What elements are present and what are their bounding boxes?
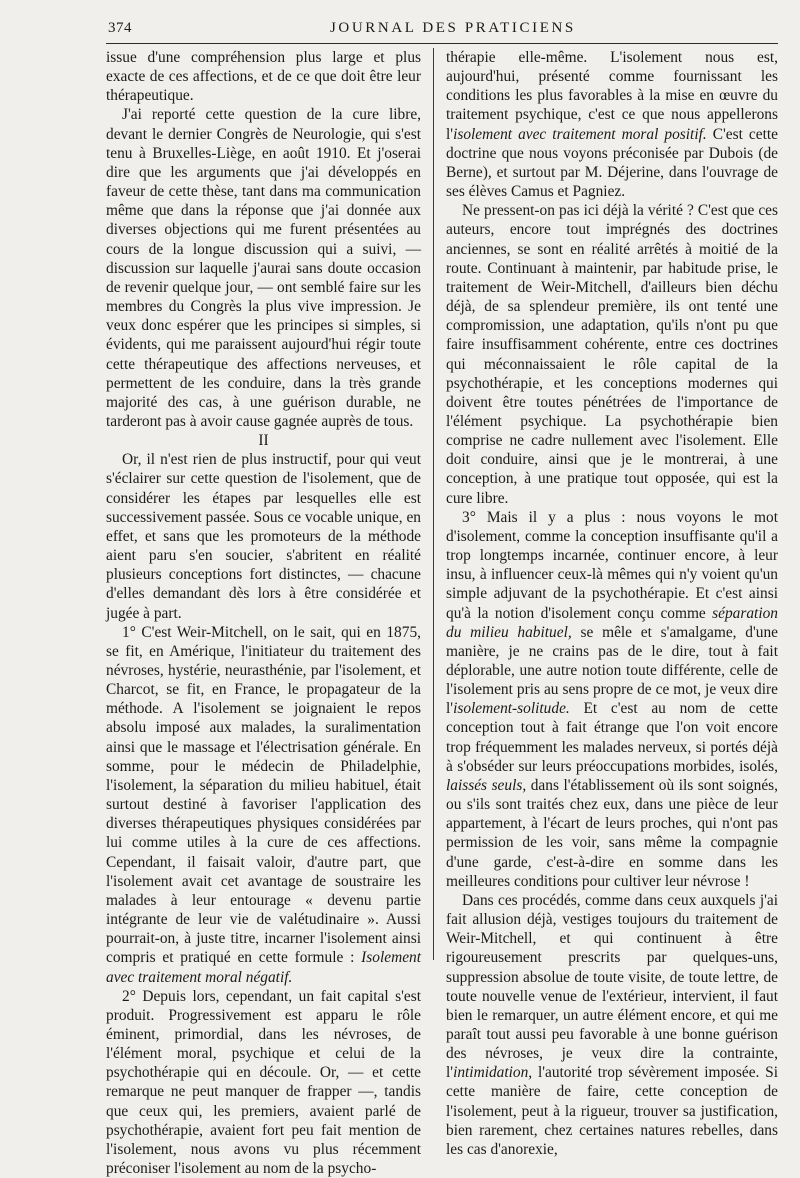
text-run: 3° Mais il y a plus : nous voyons le mot d'isolement, comme la conception insuffisante qu'il a trop longtemps incarnée, continuer encore, à leur insu, à influencer ceux-là mêmes qui n'y voient qu'un simple adjuvant de la psychothérapie. Et c'est ainsi qu'à la notion d'isolement conçu comme [446,508,778,622]
section-heading: II [258,432,269,450]
paragraph: J'ai reporté cette question de la cure libre, devant le dernier Congrès de Neurologie, qui s'est tenu à Bruxelles-Liège, en août 1910. Et j'oserai dire que les arguments que j'ai développés en faveur de cette thèse, tant dans ma communication même que dans la réponse que j'ai donnée aux diverses objections qui me furent présentées au cours de la longue discussion qui a suivi, — discussion sur laquelle j'aurai sans doute occasion de revenir quelque jour, — ont semblé faire sur les membres du Congrès la plus vive impression. Je veux donc espérer que les principes si simples, si évidents, qui me paraissent aujourd'hui régir toute cette thérapeutique des affections nerveuses, et permettent de les conduire, dans la très grande majorité des cas, à une guérison durable, ne tarderont pas à avoir cause gagnée auprès de tous. [106,106,421,430]
paragraph: 2° Depuis lors, cependant, un fait capital s'est produit. Progressivement est apparu le rôle éminent, primordial, dans les névroses, de l'élément moral, psychique et celui de la psychothérapie qui en découle. Or, — et cette remarque ne peut manquer de frapper —, tandis que ceux qui, les premiers, avaient parlé de psychothérapie, avaient fort peu fait mention de l'isolement, nous avons vu plus récemment préconiser l'isolement au nom de la psycho- [106,987,421,1178]
right-column [446,48,778,1159]
italic-text: isolement-solitude. [453,700,570,718]
text-run: Et c'est au nom de cette conception tout à fait étrange que l'on voit encore trop fréquemment les malades nerveux, si portés déjà à s'obséder sur leurs préoccupations morbides, isolés, [446,700,778,775]
italic-text: laissés seuls, [446,776,527,794]
text-run: l'autorité trop sévèrement imposée. Si cette manière de faire, cette conception de l'isolement, peut à la rigueur, trouver sa justification, bien rarement, chez certaines natures rebelles, dans les cas d'anorexie, [446,1064,778,1158]
paragraph [446,891,778,1159]
paragraph [446,48,778,201]
italic-text: isolement avec traitement moral positif. [453,125,707,143]
left-column [106,48,421,1178]
page-number: 374 [108,20,132,36]
header-rule [106,43,778,44]
paragraph: Ne pressent-on pas ici déjà la vérité ? C'est que ces auteurs, encore tout imprégnés des doctrines anciennes, se sont en réalité arrêtés à moitié de la route. Continuant à maintenir, par habitude prise, le traitement de Weir-Mitchell, d'ailleurs bien déchu déjà, de sa splendeur première, ils ont tenté une compromission, une adaptation, qu'ils n'ont pu que faire insuffisamment cohérente, entre ces doctrines qui méconnaissaient le rôle capital de la psychothérapie, et les conceptions modernes qui doivent être toutes pénétrées de l'importance de l'élément psychique. La psychothérapie bien comprise ne cadre nullement avec l'isolement. Elle doit conduire, ainsi que je le montrerai, à une conception, à une pratique tout opposée, qui est la cure libre. [446,202,778,507]
italic-text: séparation du milieu habituel, [446,604,778,641]
italic-text: Isolement avec traitement moral négatif. [106,949,421,986]
paragraph [106,623,421,987]
running-title: JOURNAL DES PRATICIENS [330,20,576,36]
paragraph [446,508,778,891]
text-run: Dans ces procédés, comme dans ceux auxquels j'ai fait allusion déjà, vestiges toujours du traitement de Weir-Mitchell, et qui continuent à être rigoureusement prescrits par quelques-uns, suppression absolue de toute visite, de toute lettre, de toute nouvelle venue de l'extérieur, intervient, il faut bien le remarquer, un autre élément encore, et qui me paraît tout aussi peu favorable à une bonne guérison des névroses, je veux dire la contrainte, l' [446,891,778,1082]
text-run: C'est cette doctrine que nous voyons préconisée par Dubois (de Berne), et surtout par M. Déjerine, dans l'ouvrage de ses élèves Camus et Pagniez. [446,125,778,201]
italic-text: intimidation, [453,1064,533,1082]
paragraph: Or, il n'est rien de plus instructif, pour qui veut s'éclairer sur cette question de l'isolement, que de considérer les étapes par lesquelles elle est successivement passée. Sous ce vocable unique, en effet, et sans que les promoteurs de la méthode aient paru s'en soucier, s'abritent en réalité plusieurs conceptions fort distinctes, — chacune d'elles demandant dès lors à être considérée et jugée à part. [106,451,421,622]
text-run: thérapie elle-même. L'isolement nous est, aujourd'hui, présenté comme fournissant les conditions les plus favorables à la mise en œuvre du traitement psychique, c'est ce que nous appellerons l' [446,49,778,143]
text-run: 1° C'est Weir-Mitchell, on le sait, qui en 1875, se fit, en Amérique, l'initiateur du traitement des névroses, hystérie, neurasthénie, par l'isolement, et Charcot, se fit, en France, le propagateur de la méthode. A l'isolement se joignaient le repos absolu imposé aux malades, la suralimentation ainsi que le massage et l'électrisation générale. En somme, pour le médecin de Philadelphie, l'isolement, la séparation du milieu habituel, était surtout destiné à favoriser l'application des diverses thérapeutiques physiques considérées par lui comme utiles à la cure de ces affections. Cependant, il faisait valoir, d'autre part, que l'isolement avait cet avantage de soustraire les malades à leur entourage « devenu partie intégrante de leur vie de valétudinaire ». Aussi pourrait-on, à juste titre, incarner l'isolement ainsi compris et pratiqué en cette formule : [106,623,421,967]
text-run: se mêle et s'amalgame, d'une manière, je ne crains pas de le dire, tout à fait déplorable, une autre notion toute différente, celle de l'isolement pris au sens propre de ce mot, je veux dire l' [446,623,778,718]
paragraph: issue d'une compréhension plus large et plus exacte de ces affections, et de ce que doit être leur thérapeutique. [106,49,421,105]
page-header [0,0,800,46]
text-run: dans l'établissement où ils sont soignés, ou s'ils sont traités chez eux, dans une pièce de leur appartement, à l'écart de leurs proches, qui n'ont pas permission de les voir, sans même la compagnie d'une garde, c'est-à-dire en somme dans les meilleures conditions pour cultiver leur névrose ! [446,776,778,890]
